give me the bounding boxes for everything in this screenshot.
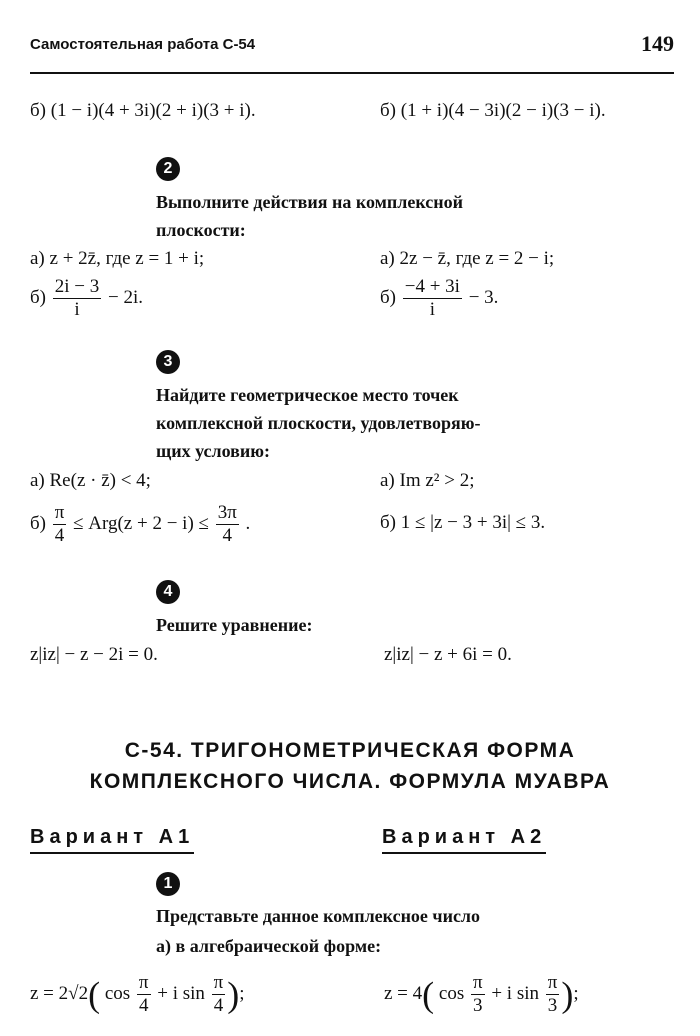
page-number: 149 (641, 31, 674, 56)
item-suffix: ; (573, 982, 579, 1004)
item-prefix: б) (30, 286, 46, 308)
fraction-numerator: 2i − 3 (54, 276, 100, 297)
task3-a-right: а) Im z² > 2; (380, 470, 475, 491)
fraction (471, 972, 485, 1017)
fraction-numerator: −4 + 3i (404, 276, 460, 297)
task4-equation-right: z|iz| − z + 6i = 0. (384, 644, 512, 665)
fraction (403, 276, 462, 321)
task2-b-right (380, 276, 498, 321)
right-paren: ) (561, 974, 574, 1015)
task-number-badge: 2 (156, 157, 180, 181)
task3-instruction-line2: комплексной плоскости, удовлетворяю- (156, 413, 481, 433)
fraction-denominator: 4 (213, 995, 224, 1016)
fraction (53, 276, 102, 321)
item-suffix: . (245, 512, 251, 534)
header-rule (30, 72, 674, 74)
task2-a-left: а) z + 2z̄, где z = 1 + i; (30, 248, 205, 269)
expression-prefix: z = 2√2 (30, 982, 89, 1004)
task2-instruction-line1: Выполните действия на комплексной (156, 192, 464, 212)
task1-a-right (384, 972, 579, 1017)
fraction-numerator: π (547, 972, 558, 993)
cos-label: cos (438, 982, 465, 1004)
fraction-denominator: 4 (54, 525, 65, 546)
right-paren: ) (227, 974, 240, 1015)
left-paren: ( (88, 974, 101, 1015)
fraction-denominator: i (74, 299, 80, 320)
fraction-denominator: 3 (547, 995, 558, 1016)
fraction-numerator: π (472, 972, 483, 993)
exercise-1b-left: б) (1 − i)(4 + 3i)(2 + i)(3 + i). (30, 100, 256, 121)
task3-a-left: а) Re(z · z̄) < 4; (30, 470, 151, 491)
expression-prefix: z = 4 (384, 982, 423, 1004)
running-header-title: Самостоятельная работа С-54 (30, 36, 256, 53)
left-paren: ( (422, 974, 435, 1015)
inequality-middle: ≤ Arg(z + 2 − i) ≤ (73, 512, 209, 534)
fraction-denominator: 4 (222, 525, 232, 546)
item-suffix: ; (239, 982, 245, 1004)
sin-label: + i sin (491, 982, 539, 1004)
task4-equation-left: z|iz| − z − 2i = 0. (30, 644, 158, 665)
fraction-denominator: 3 (473, 995, 483, 1016)
task-number-badge: 4 (156, 580, 180, 604)
item-prefix: б) (30, 512, 46, 534)
item-prefix: б) (380, 286, 396, 308)
task3-b-left (30, 502, 250, 547)
fraction (212, 972, 226, 1017)
task3-instruction-line1: Найдите геометрическое место точек (156, 385, 459, 405)
task1-a-left (30, 972, 245, 1017)
section-title-line2: КОМПЛЕКСНОГО ЧИСЛА. ФОРМУЛА МУАВРА (89, 770, 611, 793)
fraction-numerator: π (213, 972, 224, 993)
exercise-1b-right: б) (1 + i)(4 − 3i)(2 − i)(3 − i). (380, 100, 606, 121)
fraction-numerator: 3π (217, 502, 237, 523)
fraction (53, 502, 67, 547)
task4-instruction: Решите уравнение: (156, 615, 313, 635)
task1-instruction-line2: а) в алгебраической форме: (156, 936, 382, 956)
task1-instruction-line1: Представьте данное комплексное число (156, 906, 481, 926)
task2-instruction-line2: плоскости: (156, 220, 246, 240)
section-title-line1: С-54. ТРИГОНОМЕТРИЧЕСКАЯ ФОРМА (124, 739, 576, 762)
item-suffix: − 3. (468, 286, 499, 308)
task-number-badge: 3 (156, 350, 180, 374)
task2-b-left (30, 276, 143, 321)
item-suffix: − 2i. (108, 286, 143, 308)
variant-heading-left: Вариант А1 (30, 826, 194, 854)
fraction-numerator: π (54, 502, 65, 523)
variant-heading-right: Вариант А2 (382, 826, 546, 854)
cos-label: cos (104, 982, 131, 1004)
fraction-numerator: π (138, 972, 149, 993)
task2-a-right: а) 2z − z̄, где z = 2 − i; (380, 248, 555, 269)
fraction-denominator: i (429, 299, 435, 320)
task-number-badge: 1 (156, 872, 180, 896)
fraction (216, 502, 239, 547)
task3-b-right: б) 1 ≤ |z − 3 + 3i| ≤ 3. (380, 512, 546, 533)
fraction-denominator: 4 (138, 995, 149, 1016)
task3-instruction-line3: щих условию: (156, 441, 270, 461)
fraction (137, 972, 151, 1017)
sin-label: + i sin (157, 982, 205, 1004)
fraction (546, 972, 560, 1017)
